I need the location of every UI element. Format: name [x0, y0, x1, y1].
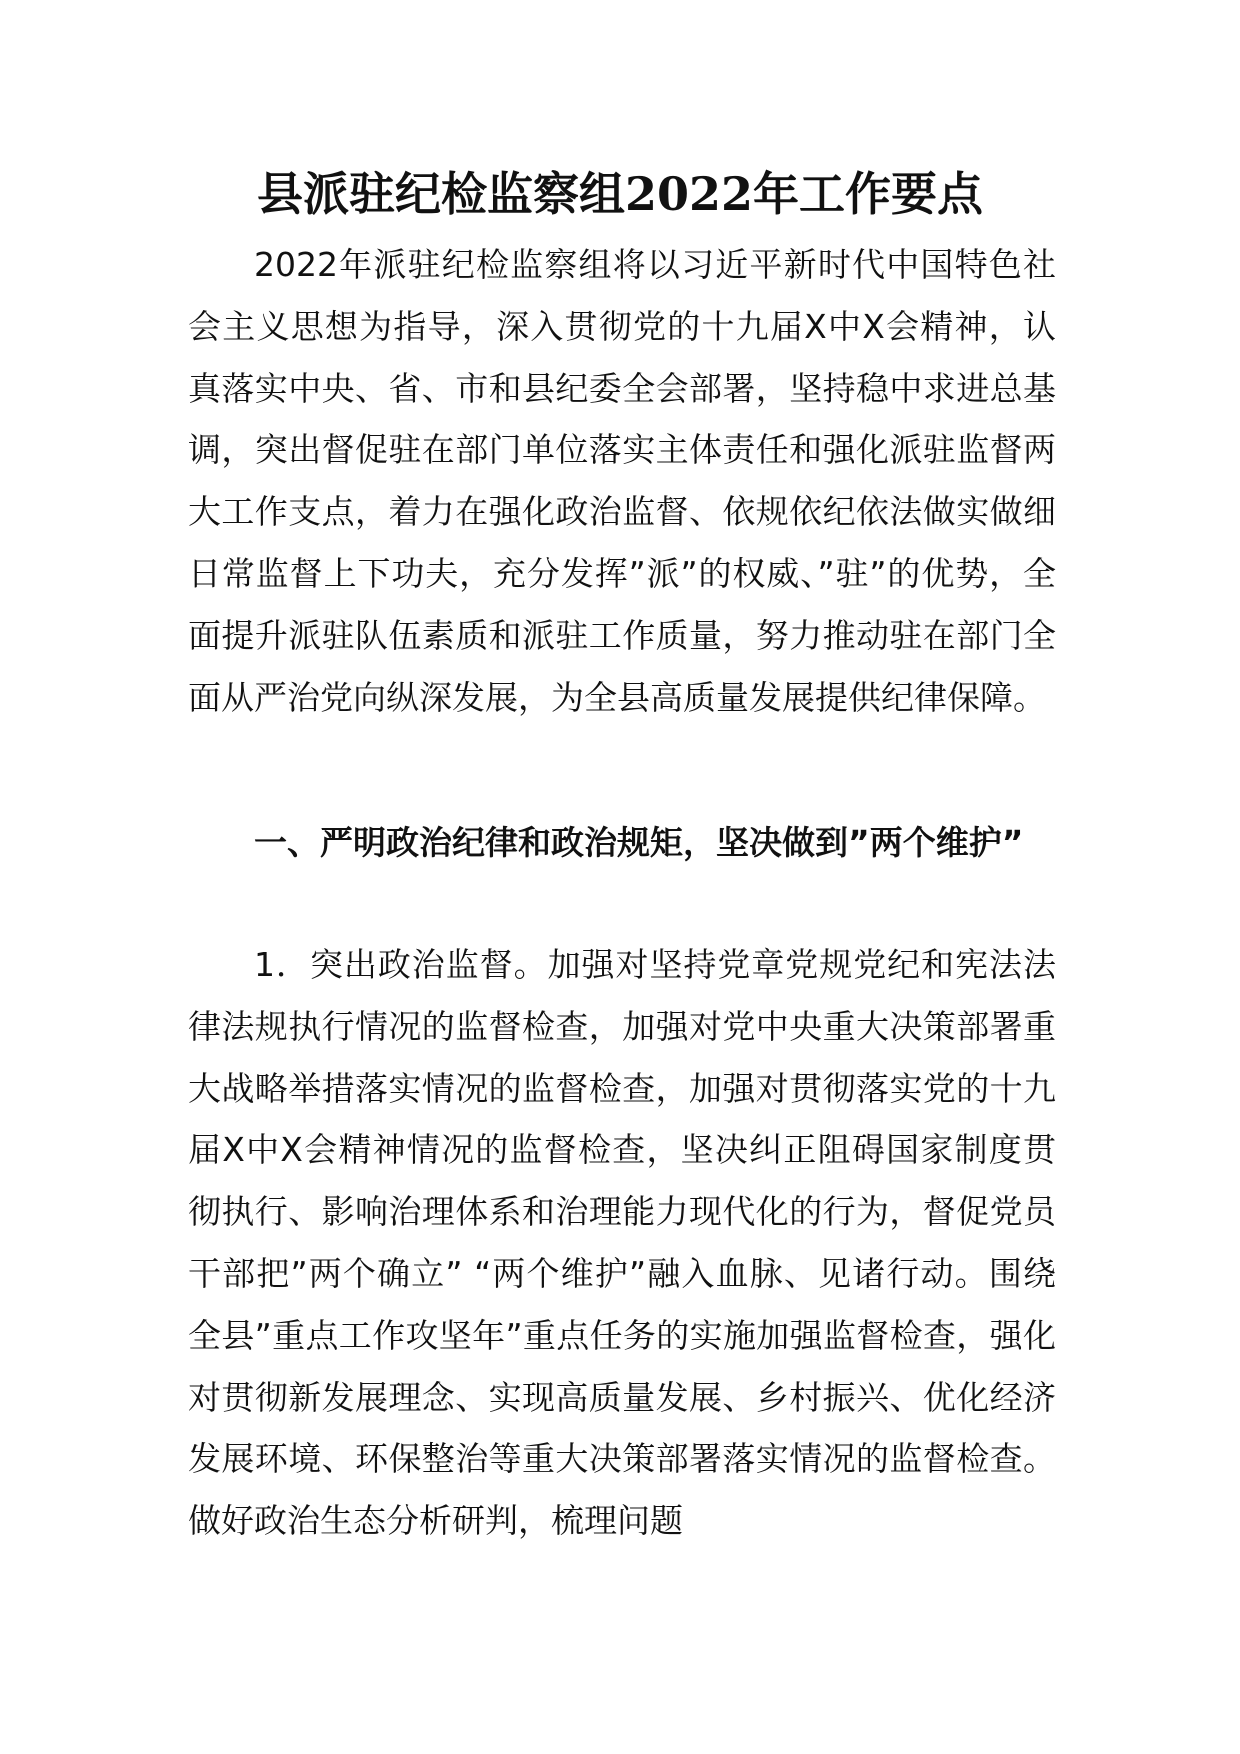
section-heading: 一、严明政治纪律和政治规矩，坚决做到”两个维护” [254, 823, 1024, 862]
section-paragraph: 1．突出政治监督。加强对坚持党章党规党纪和宪法法律法规执行情况的监督检查，加强对党中央重大决策部署重大战略举措落实情况的监督检查，加强对贯彻落实党的十九届X中X会精神情况的监督检查，坚决纠正阻碍国家制度贯彻执行、影响治理体系和治理能力现代化的行为，督促党员干部把”两个确立” “两个维护”融入血脉、见诸行动。围绕全县”重点工作攻坚年”重点任务的实施加强监督检查，强化对贯彻新发展理念、实现高质量发展、乡村振兴、优化经济发展环境、环保整治等重大决策部署落实情况的监督检查。做好政治生态分析研判，梳理问题 [188, 945, 1056, 1541]
document-title: 县派驻纪检监察组2022年工作要点 [256, 167, 984, 221]
intro-paragraph: 2022年派驻纪检监察组将以习近平新时代中国特色社会主义思想为指导，深入贯彻党的十九届X中X会精神，认真落实中央、省、市和县纪委全会部署，坚持稳中求进总基调，突出督促驻在部门单位落实主体责任和强化派驻监督两大工作支点，着力在强化政治监督、依规依纪依法做实做细日常监督上下功夫，充分发挥”派”的权威、”驻”的优势，全面提升派驻队伍素质和派驻工作质量，努力推动驻在部门全面从严治党向纵深发展，为全县高质量发展提供纪律保障。 [188, 245, 1056, 717]
